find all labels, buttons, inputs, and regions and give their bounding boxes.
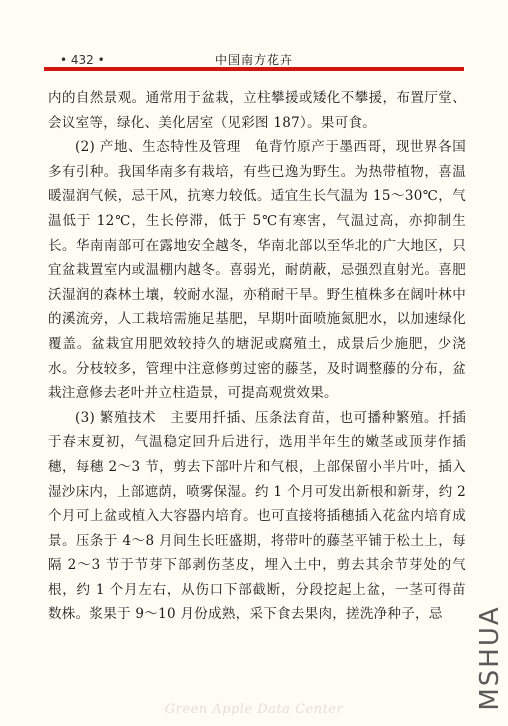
paragraph-propagation: (3) 繁殖技术 主要用扦插、压条法育苗，也可播种繁殖。扦插于春末夏初，气温稳定回升后进行，选用半年生的嫩茎或顶芽作插穗，每穗 2～3 节，剪去下部叶片和气根，上部保留小半片叶，插入湿沙床内，上部遮荫，喷雾保湿。约 1 个月可发出新根和新芽，约 2 个月可上盆或植入大容器内培育。也可直接将插穗插入花盆内培育成景。压条于 4～8 月间生长旺盛期，将带叶的藤茎平铺于松土上，每隔 2～3 节于节芽下部剥伤茎皮，埋入土中，剪去其余节芽处的气根，约 1 个月左右，从伤口下部截断，分段挖起上盆，一茎可得苗数株。浆果于 9～10 月份成熟，采下食去果肉，搓洗净种子，忌 bbox=[48, 409, 466, 623]
header-rule bbox=[44, 67, 464, 71]
page-number: • 432 • bbox=[60, 53, 105, 67]
bottom-watermark: Green Apple Data Center bbox=[164, 702, 344, 717]
running-title: 中国南方花卉 bbox=[214, 53, 293, 67]
side-watermark-text: MSHUA bbox=[475, 605, 505, 711]
body-text bbox=[48, 86, 466, 627]
paragraph-origin-ecology: (2) 产地、生态特性及管理 龟背竹原产于墨西哥，现世界各国多有引种。我国华南多有栽培，有些已逸为野生。为热带植物，喜温暖湿润气候，忌干风，抗寒力较低。适宜生长气温为 15～30℃，气温低于 12℃，生长停滞，低于 5℃有寒害，气温过高，亦抑制生长。华南南部可在露地安全越冬，华南北部以至华北的广大地区，只宜盆栽置室内或温棚内越冬。喜弱光，耐荫蔽，忌强烈直射光。喜肥沃湿润的森林土壤，较耐水湿，亦稍耐干旱。野生植株多在阔叶林中的溪流旁，人工栽培需施足基肥，早期叶面喷施氮肥水，以加速绿化覆盖。盆栽宜用肥效较持久的塘泥或腐殖土，成景后少施肥，少浇水。分枝较多，管理中注意修剪过密的藤茎，及时调整藤的分布，盆栽注意修去老叶并立柱造景，可提高观赏效果。 bbox=[48, 139, 466, 402]
paragraph-continuation: 内的自然景观。通常用于盆栽，立柱攀援或矮化不攀援，布置厅堂、会议室等，绿化、美化居室（见彩图 187）。果可食。 bbox=[48, 90, 466, 131]
